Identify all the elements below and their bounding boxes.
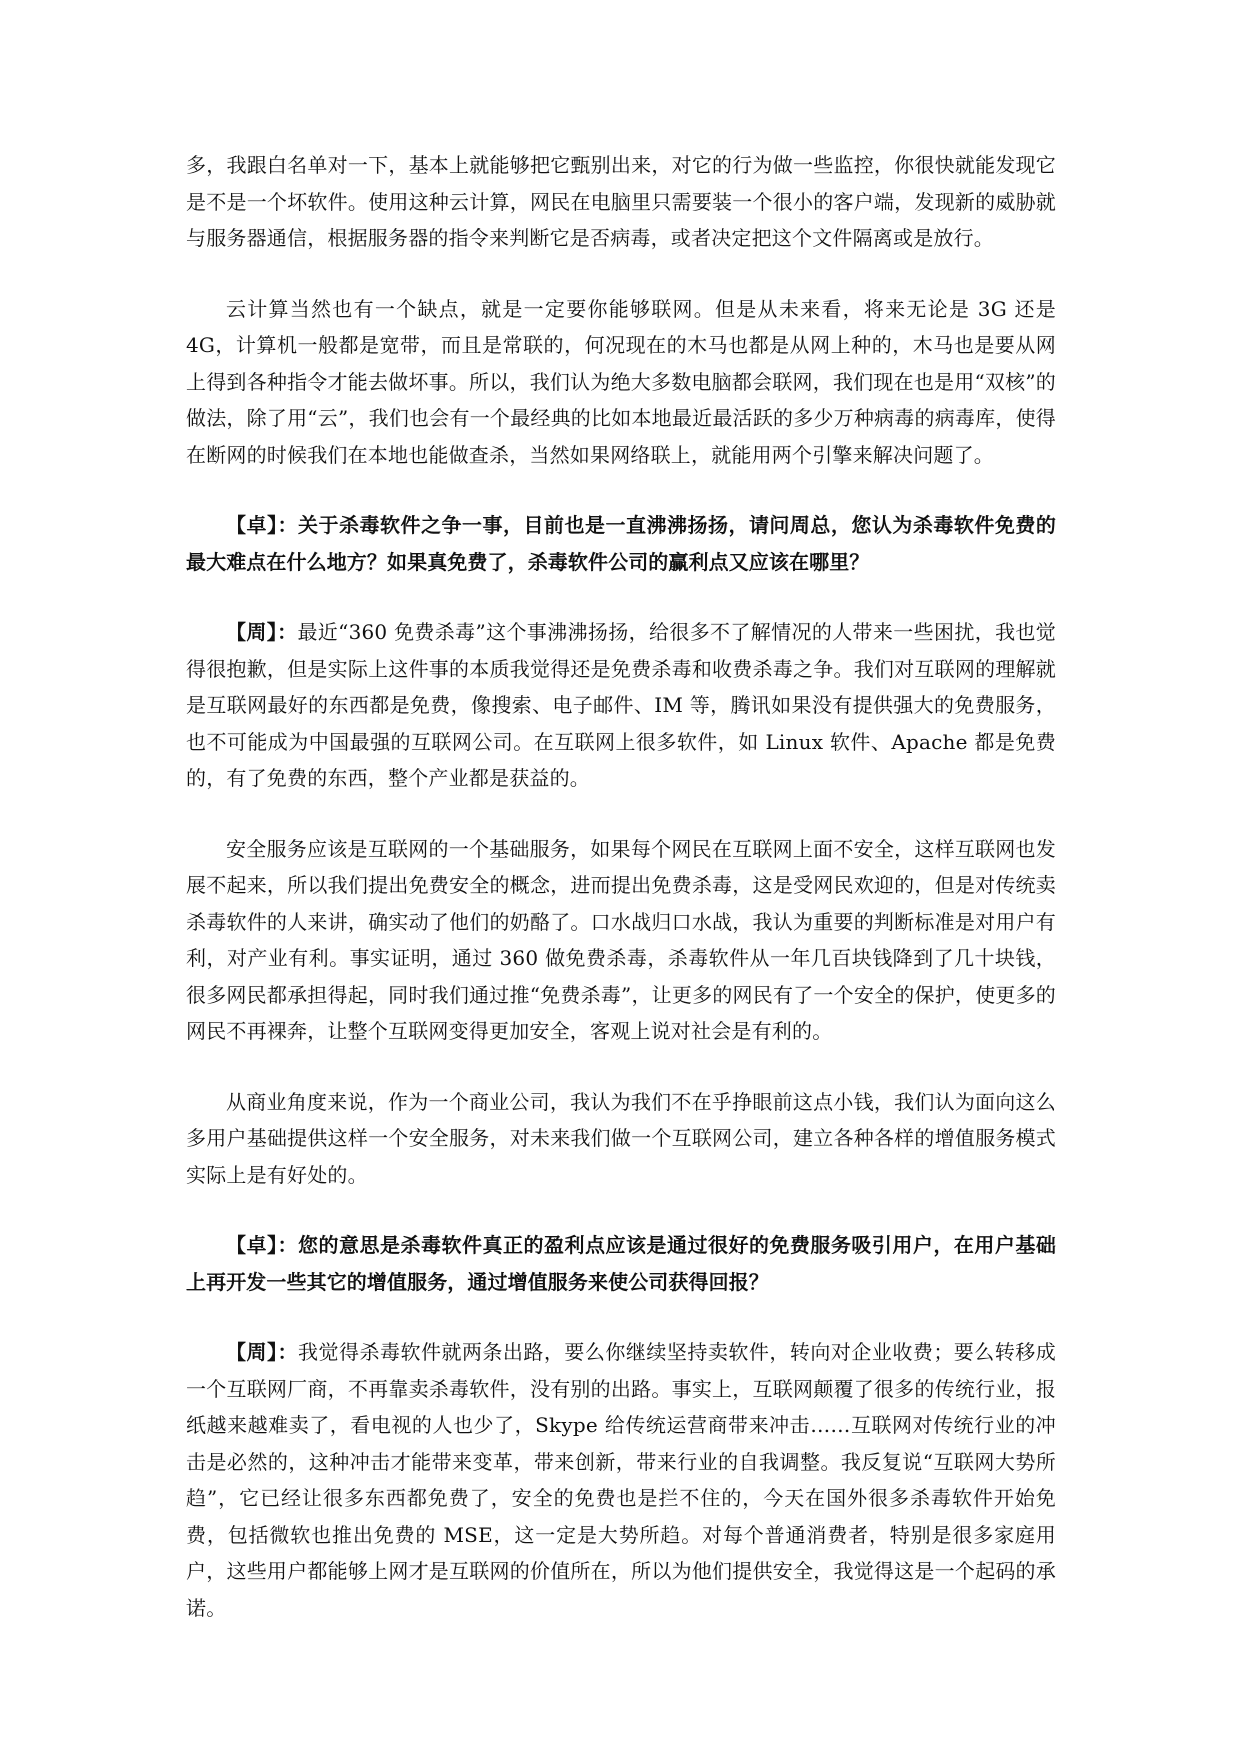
question-speaker-zhuo: 【卓】： [226, 1233, 298, 1257]
question-speaker-zhuo: 【卓】： [226, 513, 298, 537]
answer-paragraph-2 [186, 1334, 1056, 1626]
question-text: 您的意思是杀毒软件真正的盈利点应该是通过很好的免费服务吸引用户，在用户基础上再开发一些其它的增值服务，通过增值服务来使公司获得回报？ [186, 1233, 1057, 1294]
paragraph-gap [186, 1300, 1056, 1334]
document-body [186, 147, 1056, 1707]
answer-paragraph-1 [186, 614, 1056, 797]
paragraph-gap [186, 1050, 1056, 1084]
paragraph-gap [186, 797, 1056, 831]
paragraph-gap [186, 257, 1056, 291]
paragraph-security-service: 安全服务应该是互联网的一个基础服务，如果每个网民在互联网上面不安全，这样互联网也发展不起来，所以我们提出免费安全的概念，进而提出免费杀毒，这是受网民欢迎的，但是对传统卖杀毒软件的人来讲，确实动了他们的奶酪了。口水战归口水战，我认为重要的判断标准是对用户有利，对产业有利。事实证明，通过 360 做免费杀毒，杀毒软件从一年几百块钱降到了几十块钱，很多网民都承担得起，同时我们通过推“免费杀毒”，让更多的网民有了一个安全的保护，使更多的网民不再裸奔，让整个互联网变得更加安全，客观上说对社会是有利的。 [186, 836, 1056, 1043]
question-text: 关于杀毒软件之争一事，目前也是一直沸沸扬扬，请问周总，您认为杀毒软件免费的最大难点在什么地方？如果真免费了，杀毒软件公司的赢利点又应该在哪里？ [186, 513, 1057, 574]
paragraph-gap [186, 473, 1056, 507]
paragraph-gap [186, 1193, 1056, 1227]
answer-text: 我觉得杀毒软件就两条出路，要么你继续坚持卖软件，转向对企业收费；要么转移成一个互联网厂商，不再靠卖杀毒软件，没有别的出路。事实上，互联网颠覆了很多的传统行业，报纸越来越难卖了，看电视的人也少了，Skype 给传统运营商带来冲击……互联网对传统行业的冲击是必然的，这种冲击才能带来变革，带来创新，带来行业的自我调整。我反复说“互联网大势所趋”，它已经让很多东西都免费了，安全的免费也是拦不住的，今天在国外很多杀毒软件开始免费，包括微软也推出免费的 MSE，这一定是大势所趋。对每个普通消费者，特别是很多家庭用户，这些用户都能够上网才是互联网的价值所在，所以为他们提供安全，我觉得这是一个起码的承诺。 [186, 1340, 1056, 1620]
paragraph-gap [186, 580, 1056, 614]
paragraph-cloud-whitelist: 多，我跟白名单对一下，基本上就能够把它甄别出来，对它的行为做一些监控，你很快就能发现它是不是一个坏软件。使用这种云计算，网民在电脑里只需要装一个很小的客户端，发现新的威胁就与服务器通信，根据服务器的指令来判断它是否病毒，或者决定把这个文件隔离或是放行。 [186, 153, 1056, 250]
answer-speaker-zhou: 【周】： [226, 620, 298, 644]
answer-speaker-zhou: 【周】： [226, 1340, 298, 1364]
question-paragraph-2 [186, 1227, 1056, 1300]
paragraph-cloud-drawback: 云计算当然也有一个缺点，就是一定要你能够联网。但是从未来看，将来无论是 3G 还是 4G，计算机一般都是宽带，而且是常联的，何况现在的木马也都是从网上种的，木马也是要从网上得到各种指令才能去做坏事。所以，我们认为绝大多数电脑都会联网，我们现在也是用“双核”的做法，除了用“云”，我们也会有一个最经典的比如本地最近最活跃的多少万种病毒的病毒库，使得在断网的时候我们在本地也能做查杀，当然如果网络联上，就能用两个引擎来解决问题了。 [186, 296, 1056, 467]
question-paragraph-1 [186, 507, 1056, 580]
paragraph-business-angle: 从商业角度来说，作为一个商业公司，我认为我们不在乎挣眼前这点小钱，我们认为面向这么多用户基础提供这样一个安全服务，对未来我们做一个互联网公司，建立各种各样的增值服务模式实际上是有好处的。 [186, 1089, 1056, 1187]
answer-text: 最近“360 免费杀毒”这个事沸沸扬扬，给很多不了解情况的人带来一些困扰，我也觉得很抱歉，但是实际上这件事的本质我觉得还是免费杀毒和收费杀毒之争。我们对互联网的理解就是互联网最好的东西都是免费，像搜索、电子邮件、IM 等，腾讯如果没有提供强大的免费服务，也不可能成为中国最强的互联网公司。在互联网上很多软件，如 Linux 软件、Apache 都是免费的，有了免费的东西，整个产业都是获益的。 [186, 620, 1056, 790]
